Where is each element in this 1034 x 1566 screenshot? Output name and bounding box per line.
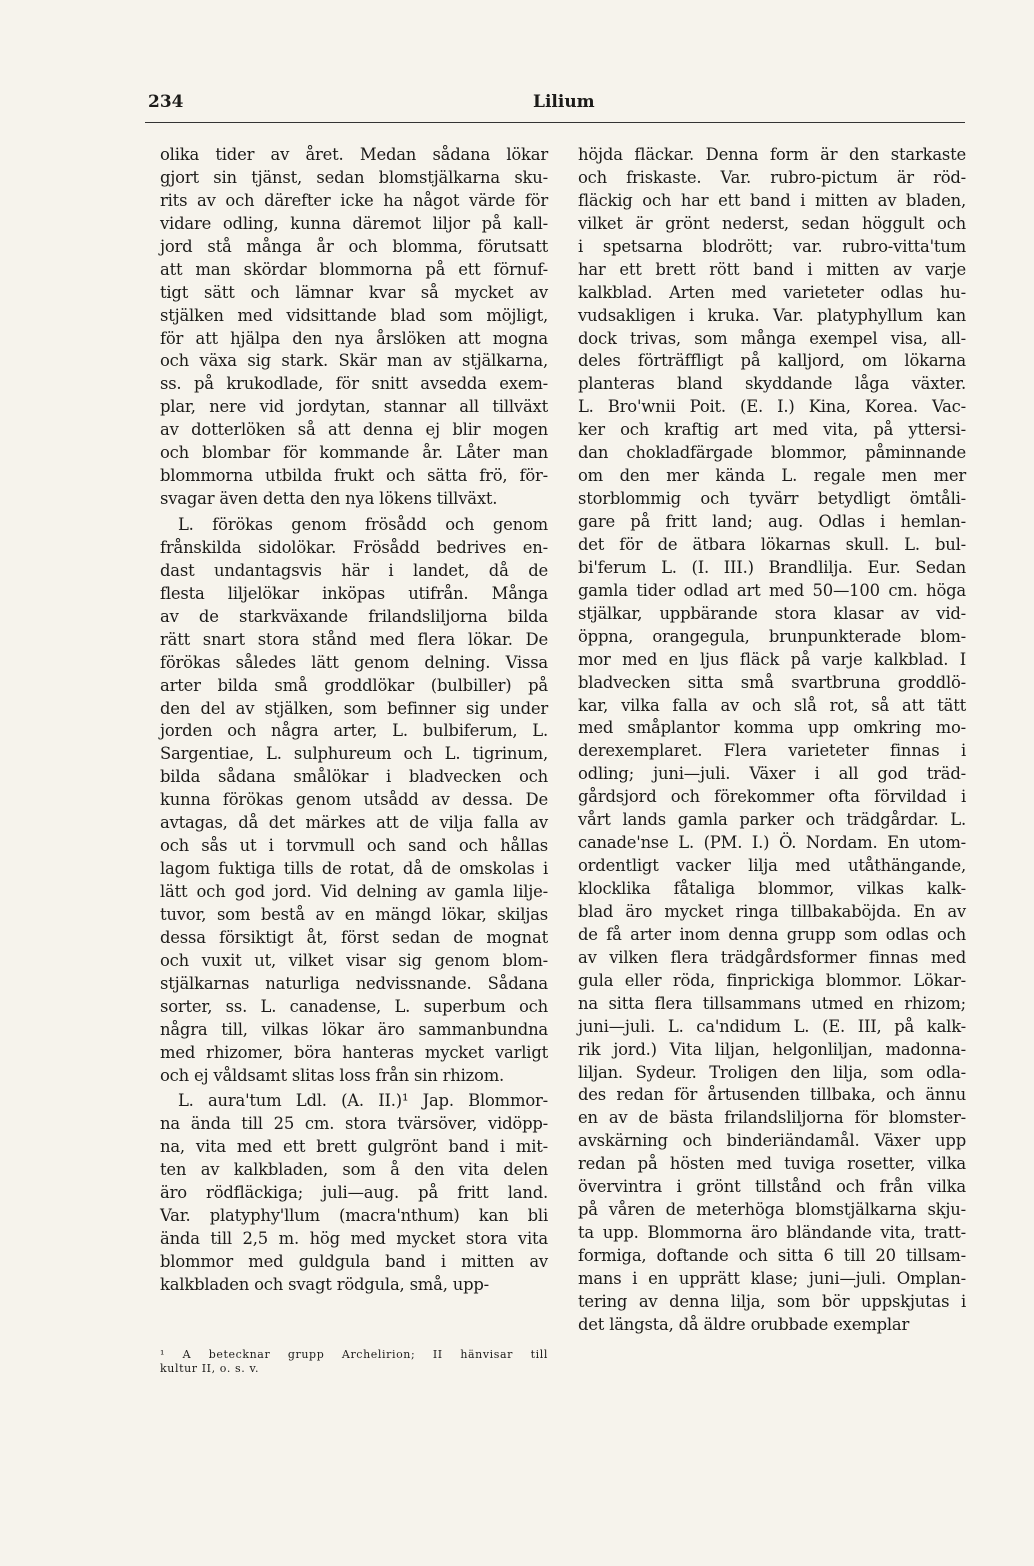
running-header xyxy=(145,92,965,116)
right-column xyxy=(578,144,966,1337)
text-line: dessa försiktigt åt, först sedan de mognat xyxy=(160,927,548,947)
text-line: jorden och några arter, L. bulbiferum, L. xyxy=(160,721,548,741)
text-line: och vuxit ut, vilket visar sig genom blom- xyxy=(160,950,548,970)
text-line: kunna förökas genom utsådd av dessa. De xyxy=(160,790,548,810)
text-line: gamla tider odlad art med 50—100 cm. höga xyxy=(578,580,966,600)
text-line: och växa sig stark. Skär man av stjälkarna, xyxy=(160,351,548,371)
text-line: stjälkarnas naturliga nedvissnande. Sådana xyxy=(160,973,548,993)
text-line: lagom fuktiga tills de rotat, då de omskolas i xyxy=(160,859,548,879)
text-line: förökas således lätt genom delning. Vissa xyxy=(160,652,548,672)
text-line: arter bilda små groddlökar (bulbiller) på xyxy=(160,675,548,695)
text-line: de få arter inom denna grupp som odlas och xyxy=(578,924,966,944)
text-line: bladvecken sitta små svartbruna groddlö- xyxy=(578,672,966,692)
text-line: bi'ferum L. (I. III.) Brandlilja. Eur. Sedan xyxy=(578,557,966,577)
text-line: L. Bro'wnii Poit. (E. I.) Kina, Korea. Vac- xyxy=(578,397,966,417)
text-line: rätt snart stora stånd med flera lökar. De xyxy=(160,629,548,649)
text-line: stjälkar, uppbärande stora klasar av vid- xyxy=(578,603,966,623)
text-line: tering av denna lilja, som bör uppskjutas i xyxy=(578,1291,966,1311)
text-line: med rhizomer, böra hanteras mycket varligt xyxy=(160,1042,548,1062)
text-line: jord stå många år och blomma, förutsatt xyxy=(160,236,548,256)
text-line: av de starkväxande frilandsliljorna bilda xyxy=(160,606,548,626)
text-line: redan på hösten med tuviga rosetter, vilka xyxy=(578,1154,966,1174)
text-line: Sargentiae, L. sulphureum och L. tigrinum, xyxy=(160,744,548,764)
running-title: Lilium xyxy=(533,92,595,112)
text-line: kultur II, o. s. v. xyxy=(160,1362,260,1375)
text-line: dan chokladfärgade blommor, påminnande xyxy=(578,443,966,463)
text-line: mans i en upprätt klase; juni—juli. Omplan- xyxy=(578,1268,966,1288)
text-line: lätt och god jord. Vid delning av gamla lilje- xyxy=(160,882,548,901)
text-line: om den mer kända L. regale men mer xyxy=(578,466,966,486)
text-line: kalkbladen och svagt rödgula, små, upp- xyxy=(160,1274,489,1294)
text-line: vårt lands gamla parker och trädgårdar. L. xyxy=(578,810,966,830)
text-line: storblommig och tyvärr betydligt ömtåli- xyxy=(578,489,966,509)
text-line: ordentligt vacker lilja med utåthängande, xyxy=(578,856,966,876)
text-line: na, vita med ett brett gulgrönt band i mit- xyxy=(160,1137,548,1157)
text-line: tigt sätt och lämnar kvar så mycket av xyxy=(160,282,548,302)
text-line: vidare odling, kunna däremot liljor på kall- xyxy=(160,213,548,233)
text-line: mor med en ljus fläck på varje kalkblad. I xyxy=(578,649,966,669)
text-line: det längsta, då äldre orubbade exemplar xyxy=(578,1314,910,1334)
text-line: blommorna utbilda frukt och sätta frö, för- xyxy=(160,466,548,486)
text-line: L. aura'tum Ldl. (A. II.)¹ Jap. Blommor- xyxy=(178,1091,548,1111)
text-line: Var. platyphy'llum (macra'nthum) kan bli xyxy=(160,1206,548,1226)
text-line: på våren de meterhöga blomstjälkarna skju- xyxy=(578,1200,966,1220)
text-line: några till, vilkas lökar äro sammanbundna xyxy=(160,1019,548,1039)
footnote xyxy=(160,1348,548,1376)
text-line: avskärning och binderiändamål. Växer upp xyxy=(578,1131,966,1151)
text-line: ten av kalkbladen, som å den vita delen xyxy=(160,1160,548,1180)
text-line: öppna, orangegula, brunpunkterade blom- xyxy=(578,626,966,646)
text-line: en av de bästa frilandsliljorna för blomster- xyxy=(578,1108,966,1128)
text-line: gjort sin tjänst, sedan blomstjälkarna sku- xyxy=(160,167,548,187)
text-line: fläckig och har ett band i mitten av bladen, xyxy=(578,190,966,210)
text-line: och friskaste. Var. rubro-pictum är röd- xyxy=(578,167,966,187)
text-line: L. förökas genom frösådd och genom xyxy=(178,515,548,534)
text-line: gula eller röda, finprickiga blommor. Lökar- xyxy=(578,970,966,990)
text-line: och ej våldsamt slitas loss från sin rhizom. xyxy=(160,1065,505,1085)
text-line: avtagas, då det märkes att de vilja falla av xyxy=(160,813,548,833)
text-line: sorter, ss. L. canadense, L. superbum och xyxy=(160,996,548,1016)
text-line: ker och kraftig art med vita, på yttersi- xyxy=(578,420,966,440)
text-line: dock trivas, som många exempel visa, all- xyxy=(578,328,966,348)
text-line: bilda sådana smålökar i bladvecken och xyxy=(160,767,548,787)
text-line: gare på fritt land; aug. Odlas i hemlan- xyxy=(578,512,966,531)
text-line: vudsakligen i kruka. Var. platyphyllum kan xyxy=(578,305,966,325)
text-line: derexemplaret. Flera varieteter finnas i xyxy=(578,741,966,761)
text-line: frånskilda sidolökar. Frösådd bedrives en- xyxy=(160,537,548,557)
text-line: olika tider av året. Medan sådana lökar xyxy=(160,145,548,164)
header-rule xyxy=(145,122,965,123)
text-line: blad äro mycket ringa tillbakaböjda. En av xyxy=(578,901,966,921)
text-line: klocklika fåtaliga blommor, vilkas kalk- xyxy=(578,879,966,898)
text-line: formiga, doftande och sitta 6 till 20 tillsam- xyxy=(578,1246,966,1265)
text-line: odling; juni—juli. Växer i all god träd- xyxy=(578,764,966,784)
text-line: övervintra i grönt tillstånd och från vilka xyxy=(578,1177,966,1197)
text-line: av vilken flera trädgårdsformer finnas med xyxy=(578,947,966,967)
text-line: för att hjälpa den nya årslöken att mogna xyxy=(160,328,548,348)
text-line: ta upp. Blommorna äro bländande vita, tratt- xyxy=(578,1223,966,1243)
text-line: höjda fläckar. Denna form är den starkaste xyxy=(578,145,966,164)
text-line: den del av stjälken, som befinner sig under xyxy=(160,698,548,718)
text-line: rits av och därefter icke ha något värde för xyxy=(160,190,548,210)
text-line: juni—juli. L. ca'ndidum L. (E. III, på kalk- xyxy=(578,1016,966,1036)
text-line: ända till 2,5 m. hög med mycket stora vita xyxy=(160,1229,548,1249)
text-line: blommor med guldgula band i mitten av xyxy=(160,1252,548,1271)
text-line: na sitta flera tillsammans utmed en rhizom; xyxy=(578,993,966,1013)
text-line: gårdsjord och förekommer ofta förvildad i xyxy=(578,787,966,807)
text-line: av dotterlöken så att denna ej blir mogen xyxy=(160,420,548,440)
left-column xyxy=(160,144,548,1297)
text-line: planteras bland skyddande låga växter. xyxy=(578,374,966,394)
text-line: i spetsarna blodrött; var. rubro-vitta'tum xyxy=(578,236,966,256)
text-line: liljan. Sydeur. Troligen den lilja, som odla- xyxy=(578,1062,966,1082)
text-line: tuvor, som bestå av en mängd lökar, skiljas xyxy=(160,904,548,924)
text-line: att man skördar blommorna på ett förnuf- xyxy=(160,259,548,279)
text-line: vilket är grönt nederst, sedan höggult och xyxy=(578,213,966,233)
text-line: och blombar för kommande år. Låter man xyxy=(160,443,548,463)
text-line: na ända till 25 cm. stora tvärsöver, vidöpp- xyxy=(160,1114,548,1134)
text-line: svagar även detta den nya lökens tillväxt. xyxy=(160,489,498,509)
text-line: dast undantagsvis här i landet, då de xyxy=(160,560,548,580)
text-line: canade'nse L. (PM. I.) Ö. Nordam. En utom- xyxy=(578,833,966,853)
page-number: 234 xyxy=(148,92,184,112)
text-line: des redan för årtusenden tillbaka, och ännu xyxy=(578,1085,966,1105)
text-line: ¹ A betecknar grupp Archelirion; II hänvisar till xyxy=(160,1348,548,1361)
text-line: flesta liljelökar inköpas utifrån. Många xyxy=(160,583,548,603)
text-line: med småplantor komma upp omkring mo- xyxy=(578,718,966,738)
text-line: äro rödfläckiga; juli—aug. på fritt land. xyxy=(160,1183,548,1203)
text-line: kar, vilka falla av och slå rot, så att tätt xyxy=(578,695,966,715)
text-line: kalkblad. Arten med varieteter odlas hu- xyxy=(578,282,966,302)
text-line: rik jord.) Vita liljan, helgonliljan, madonna- xyxy=(578,1039,966,1059)
text-line: har ett brett rött band i mitten av varje xyxy=(578,259,966,279)
text-line: stjälken med vidsittande blad som möjligt, xyxy=(160,305,548,325)
text-line: deles förträffligt på kalljord, om lökarna xyxy=(578,351,966,371)
text-line: och sås ut i torvmull och sand och hållas xyxy=(160,836,548,856)
text-line: ss. på krukodlade, för snitt avsedda exem- xyxy=(160,374,548,394)
text-line: det för de ätbara lökarnas skull. L. bul- xyxy=(578,534,966,554)
text-line: plar, nere vid jordytan, stannar all tillväxt xyxy=(160,397,548,417)
